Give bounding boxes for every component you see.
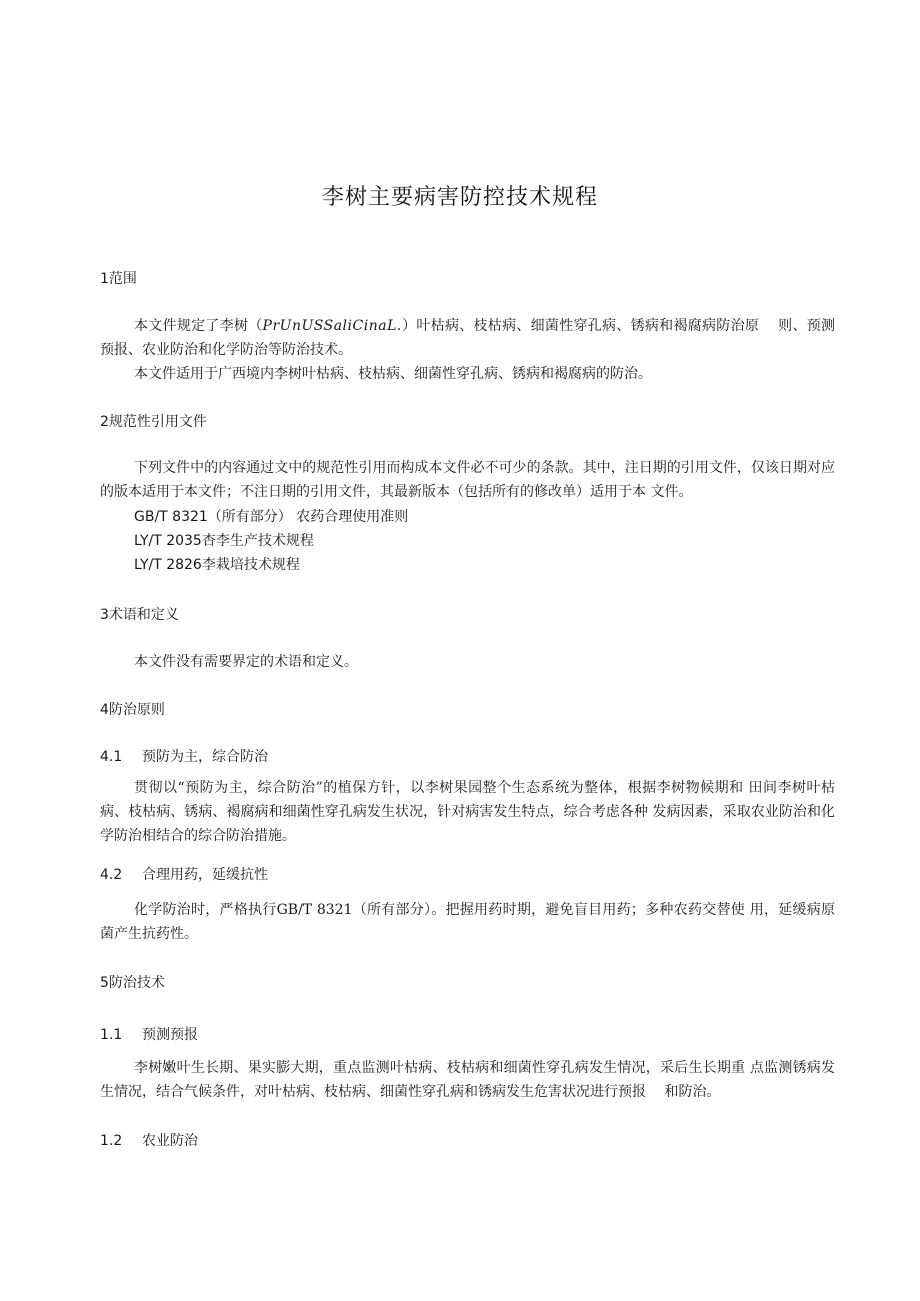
subsection-title: 预测预报 — [142, 1027, 198, 1043]
subsection-number: 4.2 — [100, 867, 123, 883]
subsection-title: 合理用药，延缓抗性 — [142, 867, 268, 883]
reference-item: LY/T 2826李栽培技术规程 — [134, 557, 300, 573]
subsection-4-2-heading — [100, 864, 268, 884]
subsection-1-2-heading — [100, 1130, 198, 1150]
subsection-title: 预防为主，综合防治 — [142, 749, 268, 765]
section-2-paragraph: 下列文件中的内容通过文中的规范性引用而构成本文件必不可少的条款。其中，注日期的引用文件，仅该日期对应的版本适用于本文件；不注日期的引用文件，其最新版本（包括所有的修改单）适用于本 文件。 — [100, 460, 835, 500]
section-3-paragraph: 本文件没有需要界定的术语和定义。 — [134, 654, 358, 670]
section-2-heading: 2规范性引用文件 — [100, 414, 207, 430]
section-4-heading: 4防治原则 — [100, 702, 165, 718]
section-1-paragraph-1 — [100, 314, 835, 362]
subsection-4-2-paragraph: 化学防治时，严格执行GB/T 8321（所有部分）。把握用药时期，避免盲目用药；多种农药交替使 用，延缓病原菌产生抗药性。 — [100, 902, 835, 942]
section-5-heading: 5防治技术 — [100, 975, 165, 991]
subsection-4-1-paragraph: 贯彻以“预防为主，综合防治”的植保方针，以李树果园整个生态系统为整体，根据李树物候期和 田间李树叶枯病、枝枯病、锈病、褐腐病和细菌性穿孔病发生状况，针对病害发生特点，综合考虑各种 发病因素，采取农业防治和化学防治相结合的综合防治措施。 — [100, 780, 835, 844]
reference-item: LY/T 2035杏李生产技术规程 — [134, 533, 314, 549]
subsection-number: 1.1 — [100, 1027, 123, 1043]
document-title: 李树主要病害防控技术规程 — [321, 185, 598, 210]
species-latin-name: PrUnUSSaliCinaL. — [262, 318, 402, 334]
subsection-number: 4.1 — [100, 749, 123, 765]
section-3-heading: 3术语和定义 — [100, 607, 179, 623]
subsection-number: 1.2 — [100, 1133, 123, 1149]
subsection-1-1-heading — [100, 1024, 198, 1044]
section-1-paragraph-1-pre: 本文件规定了李树（ — [134, 318, 263, 334]
subsection-1-1-paragraph: 李树嫩叶生长期、果实膨大期，重点监测叶枯病、枝枯病和细菌性穿孔病发生情况，采后生长期重 点监测锈病发生情况，结合气候条件，对叶枯病、枝枯病、细菌性穿孔病和锈病发生危害状况进行预报 和防治。 — [100, 1060, 835, 1100]
section-1-paragraph-2: 本文件适用于广西境内李树叶枯病、枝枯病、细菌性穿孔病、锈病和褐腐病的防治。 — [134, 366, 652, 382]
subsection-title: 农业防治 — [142, 1133, 198, 1149]
section-1-paragraph-1-post: ）叶枯病、枝枯病、细菌性穿孔病、锈病和褐腐病防治原 则、预测预报、农业防治和化学防治等防治技术。 — [100, 318, 836, 358]
subsection-4-1-heading — [100, 746, 268, 766]
reference-item: GB/T 8321（所有部分） 农药合理使用准则 — [134, 509, 409, 525]
section-1-heading: 1范围 — [100, 271, 137, 287]
